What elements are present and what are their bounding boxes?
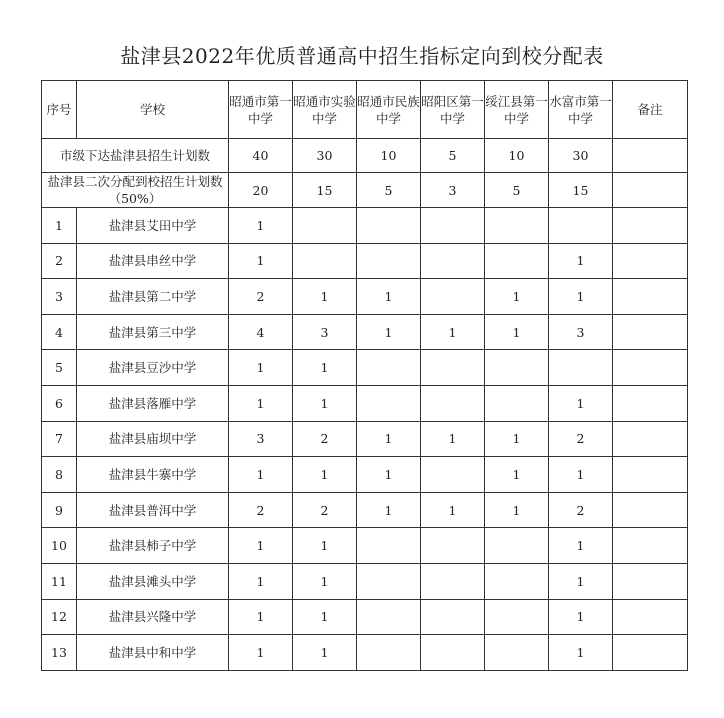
header-col-1: 昭通市第一中学 [229,81,293,139]
row-remark [613,563,688,599]
row-quota: 1 [229,457,293,493]
row-school-name: 盐津县牛寨中学 [77,457,229,493]
table-row [42,208,688,244]
row-school-name: 盐津县艾田中学 [77,208,229,244]
row-quota: 1 [549,635,613,671]
plan-value: 10 [485,139,549,173]
row-quota: 1 [293,528,357,564]
row-seq: 10 [42,528,77,564]
row-quota: 1 [357,421,421,457]
table-row [42,385,688,421]
row-quota: 3 [229,421,293,457]
row-remark [613,457,688,493]
row-quota: 1 [485,279,549,315]
row-quota: 1 [293,635,357,671]
row-quota [485,635,549,671]
row-quota: 1 [549,279,613,315]
row-school-name: 盐津县中和中学 [77,635,229,671]
row-school-name: 盐津县庙坝中学 [77,421,229,457]
row-seq: 1 [42,208,77,244]
school-rows [42,208,688,671]
row-quota: 1 [357,457,421,493]
row-quota: 3 [293,314,357,350]
plan-value: 30 [293,139,357,173]
row-quota: 1 [293,563,357,599]
plan-value: 20 [229,173,293,208]
row-quota: 1 [485,457,549,493]
row-seq: 9 [42,492,77,528]
row-seq: 11 [42,563,77,599]
row-quota [421,528,485,564]
header-row [42,81,688,139]
row-remark [613,599,688,635]
plan-value: 15 [549,173,613,208]
plan-value: 40 [229,139,293,173]
row-quota: 1 [229,385,293,421]
plan-remark [613,139,688,173]
row-remark [613,279,688,315]
table-row [42,279,688,315]
row-remark [613,208,688,244]
row-quota: 1 [229,563,293,599]
row-school-name: 盐津县柿子中学 [77,528,229,564]
row-quota [485,528,549,564]
plan-row-county [42,173,688,208]
row-quota: 2 [229,279,293,315]
row-seq: 5 [42,350,77,386]
row-quota: 1 [485,421,549,457]
row-quota [485,208,549,244]
header-col-3: 昭通市民族中学 [357,81,421,139]
row-quota: 1 [229,243,293,279]
table-row [42,635,688,671]
row-quota: 1 [293,385,357,421]
row-quota: 3 [549,314,613,350]
plan-row-city [42,139,688,173]
table-row [42,314,688,350]
row-quota [485,385,549,421]
plan-value: 5 [421,139,485,173]
row-quota [421,279,485,315]
page-title: 盐津县2022年优质普通高中招生指标定向到校分配表 [120,44,604,68]
row-quota [485,563,549,599]
row-quota [357,385,421,421]
row-school-name: 盐津县滩头中学 [77,563,229,599]
plan-remark [613,173,688,208]
row-quota: 1 [485,314,549,350]
plan-value: 3 [421,173,485,208]
row-quota: 1 [485,492,549,528]
row-quota: 4 [229,314,293,350]
row-quota: 2 [549,421,613,457]
row-quota: 1 [549,599,613,635]
header-col-4: 昭阳区第一中学 [421,81,485,139]
allocation-table [41,80,688,671]
row-seq: 4 [42,314,77,350]
row-quota [421,599,485,635]
row-remark [613,421,688,457]
row-remark [613,314,688,350]
row-quota [357,350,421,386]
row-school-name: 盐津县第二中学 [77,279,229,315]
header-col-5: 绥江县第一中学 [485,81,549,139]
row-quota: 1 [549,457,613,493]
row-seq: 7 [42,421,77,457]
row-remark [613,528,688,564]
row-quota [357,528,421,564]
header-school: 学校 [77,81,229,139]
row-seq: 8 [42,457,77,493]
row-quota [357,635,421,671]
row-quota: 1 [229,635,293,671]
row-school-name: 盐津县普洱中学 [77,492,229,528]
row-quota [357,563,421,599]
row-quota: 1 [293,457,357,493]
row-quota: 1 [421,421,485,457]
row-quota: 1 [293,350,357,386]
row-quota: 1 [357,279,421,315]
row-quota: 1 [357,314,421,350]
row-remark [613,492,688,528]
row-quota [357,243,421,279]
row-quota [485,599,549,635]
row-quota: 1 [293,599,357,635]
header-col-6: 水富市第一中学 [549,81,613,139]
row-quota [549,350,613,386]
row-seq: 2 [42,243,77,279]
row-quota: 1 [549,243,613,279]
table-row [42,243,688,279]
row-seq: 13 [42,635,77,671]
row-seq: 6 [42,385,77,421]
plan-value: 30 [549,139,613,173]
plan-value: 5 [485,173,549,208]
row-school-name: 盐津县落雁中学 [77,385,229,421]
row-school-name: 盐津县豆沙中学 [77,350,229,386]
row-quota: 2 [293,492,357,528]
plan-value: 5 [357,173,421,208]
row-quota: 2 [229,492,293,528]
table-row [42,599,688,635]
plan-value: 15 [293,173,357,208]
row-quota [357,599,421,635]
row-quota: 1 [229,528,293,564]
row-quota: 1 [421,492,485,528]
row-quota [485,350,549,386]
row-remark [613,243,688,279]
row-seq: 3 [42,279,77,315]
table-row [42,350,688,386]
plan-label: 市级下达盐津县招生计划数 [42,139,229,173]
row-quota [421,208,485,244]
plan-label: 盐津县二次分配到校招生计划数（50%） [42,173,229,208]
row-quota: 1 [229,208,293,244]
row-quota [421,350,485,386]
header-seq: 序号 [42,81,77,139]
table-row [42,421,688,457]
row-quota: 1 [357,492,421,528]
plan-value: 10 [357,139,421,173]
row-quota: 1 [229,599,293,635]
row-quota: 1 [549,563,613,599]
row-school-name: 盐津县兴隆中学 [77,599,229,635]
row-quota: 1 [421,314,485,350]
row-quota [421,385,485,421]
row-quota [421,457,485,493]
row-quota: 1 [229,350,293,386]
header-col-2: 昭通市实验中学 [293,81,357,139]
row-quota: 2 [293,421,357,457]
row-remark [613,385,688,421]
row-school-name: 盐津县串丝中学 [77,243,229,279]
row-quota: 1 [293,279,357,315]
row-quota: 1 [549,528,613,564]
row-remark [613,635,688,671]
row-quota [485,243,549,279]
header-remark: 备注 [613,81,688,139]
table-row [42,457,688,493]
row-seq: 12 [42,599,77,635]
table-row [42,528,688,564]
row-quota [357,208,421,244]
row-quota [421,243,485,279]
row-quota: 2 [549,492,613,528]
row-quota [421,563,485,599]
row-quota [421,635,485,671]
row-quota: 1 [549,385,613,421]
row-quota [293,243,357,279]
row-quota [549,208,613,244]
row-school-name: 盐津县第三中学 [77,314,229,350]
table-row [42,563,688,599]
row-remark [613,350,688,386]
table-row [42,492,688,528]
row-quota [293,208,357,244]
